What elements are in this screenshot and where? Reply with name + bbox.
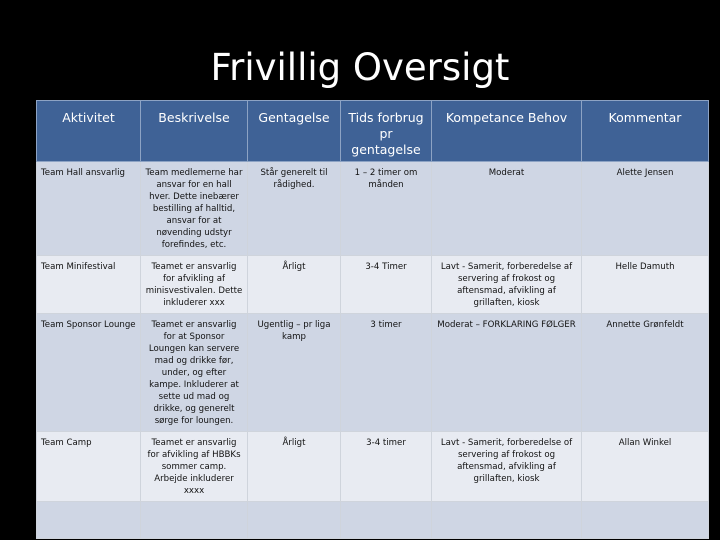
- table-row-empty: [37, 502, 709, 539]
- volunteer-table: [36, 100, 709, 539]
- header-kompetance: Kompetance Behov: [432, 101, 582, 162]
- cell-kommentar: Helle Damuth: [582, 256, 709, 314]
- cell-gentagelse: Årligt: [248, 256, 341, 314]
- cell-tidsforbrug: 1 – 2 timer om månden: [341, 162, 432, 256]
- cell-tidsforbrug: [341, 502, 432, 539]
- slide-title: Frivillig Oversigt: [210, 46, 510, 89]
- cell-kompetance: Lavt - Samerit, forberedelse of servering af frokost og aftensmad, afvikling af grillaften, kiosk: [432, 432, 582, 502]
- cell-kommentar: Allan Winkel: [582, 432, 709, 502]
- cell-tidsforbrug: 3-4 Timer: [341, 256, 432, 314]
- cell-beskrivelse: Team medlemerne har ansvar for en hall hver. Dette inebærer bestilling af halltid, ansvar for at nøvending udstyr forefindes, etc.: [141, 162, 248, 256]
- table-row: [37, 432, 709, 502]
- cell-tidsforbrug: 3-4 timer: [341, 432, 432, 502]
- cell-gentagelse: Ugentlig – pr liga kamp: [248, 314, 341, 432]
- cell-kommentar: Alette Jensen: [582, 162, 709, 256]
- cell-gentagelse: Står generelt til rådighed.: [248, 162, 341, 256]
- cell-gentagelse: [248, 502, 341, 539]
- table-row: [37, 314, 709, 432]
- header-aktivitet: Aktivitet: [37, 101, 141, 162]
- header-beskrivelse: Beskrivelse: [141, 101, 248, 162]
- cell-beskrivelse: [141, 502, 248, 539]
- header-kommentar: Kommentar: [582, 101, 709, 162]
- header-gentagelse: Gentagelse: [248, 101, 341, 162]
- header-tidsforbrug: Tids forbrug pr gentagelse: [341, 101, 432, 162]
- cell-tidsforbrug: 3 timer: [341, 314, 432, 432]
- cell-beskrivelse: Teamet er ansvarlig for afvikling af minisvestivalen. Dette inkluderer xxx: [141, 256, 248, 314]
- cell-aktivitet: [37, 502, 141, 539]
- cell-kompetance: Lavt - Samerit, forberedelse af servering af frokost og aftensmad, afvikling af grillaften, kiosk: [432, 256, 582, 314]
- cell-aktivitet: Team Minifestival: [37, 256, 141, 314]
- cell-gentagelse: Årligt: [248, 432, 341, 502]
- cell-beskrivelse: Teamet er ansvarlig for afvikling af HBBKs sommer camp. Arbejde inkluderer xxxx: [141, 432, 248, 502]
- cell-aktivitet: Team Sponsor Lounge: [37, 314, 141, 432]
- cell-kommentar: [582, 502, 709, 539]
- cell-beskrivelse: Teamet er ansvarlig for at Sponsor Loungen kan servere mad og drikke før, under, og efter kampe. Inkluderer at sette ud mad og drikke, og generelt sørge for loungen.: [141, 314, 248, 432]
- cell-kommentar: Annette Grønfeldt: [582, 314, 709, 432]
- cell-kompetance: Moderat: [432, 162, 582, 256]
- cell-aktivitet: Team Camp: [37, 432, 141, 502]
- cell-aktivitet: Team Hall ansvarlig: [37, 162, 141, 256]
- table-header-row: [37, 101, 709, 162]
- table-row: [37, 256, 709, 314]
- cell-kompetance: Moderat – FORKLARING FØLGER: [432, 314, 582, 432]
- cell-kompetance: [432, 502, 582, 539]
- table-row: [37, 162, 709, 256]
